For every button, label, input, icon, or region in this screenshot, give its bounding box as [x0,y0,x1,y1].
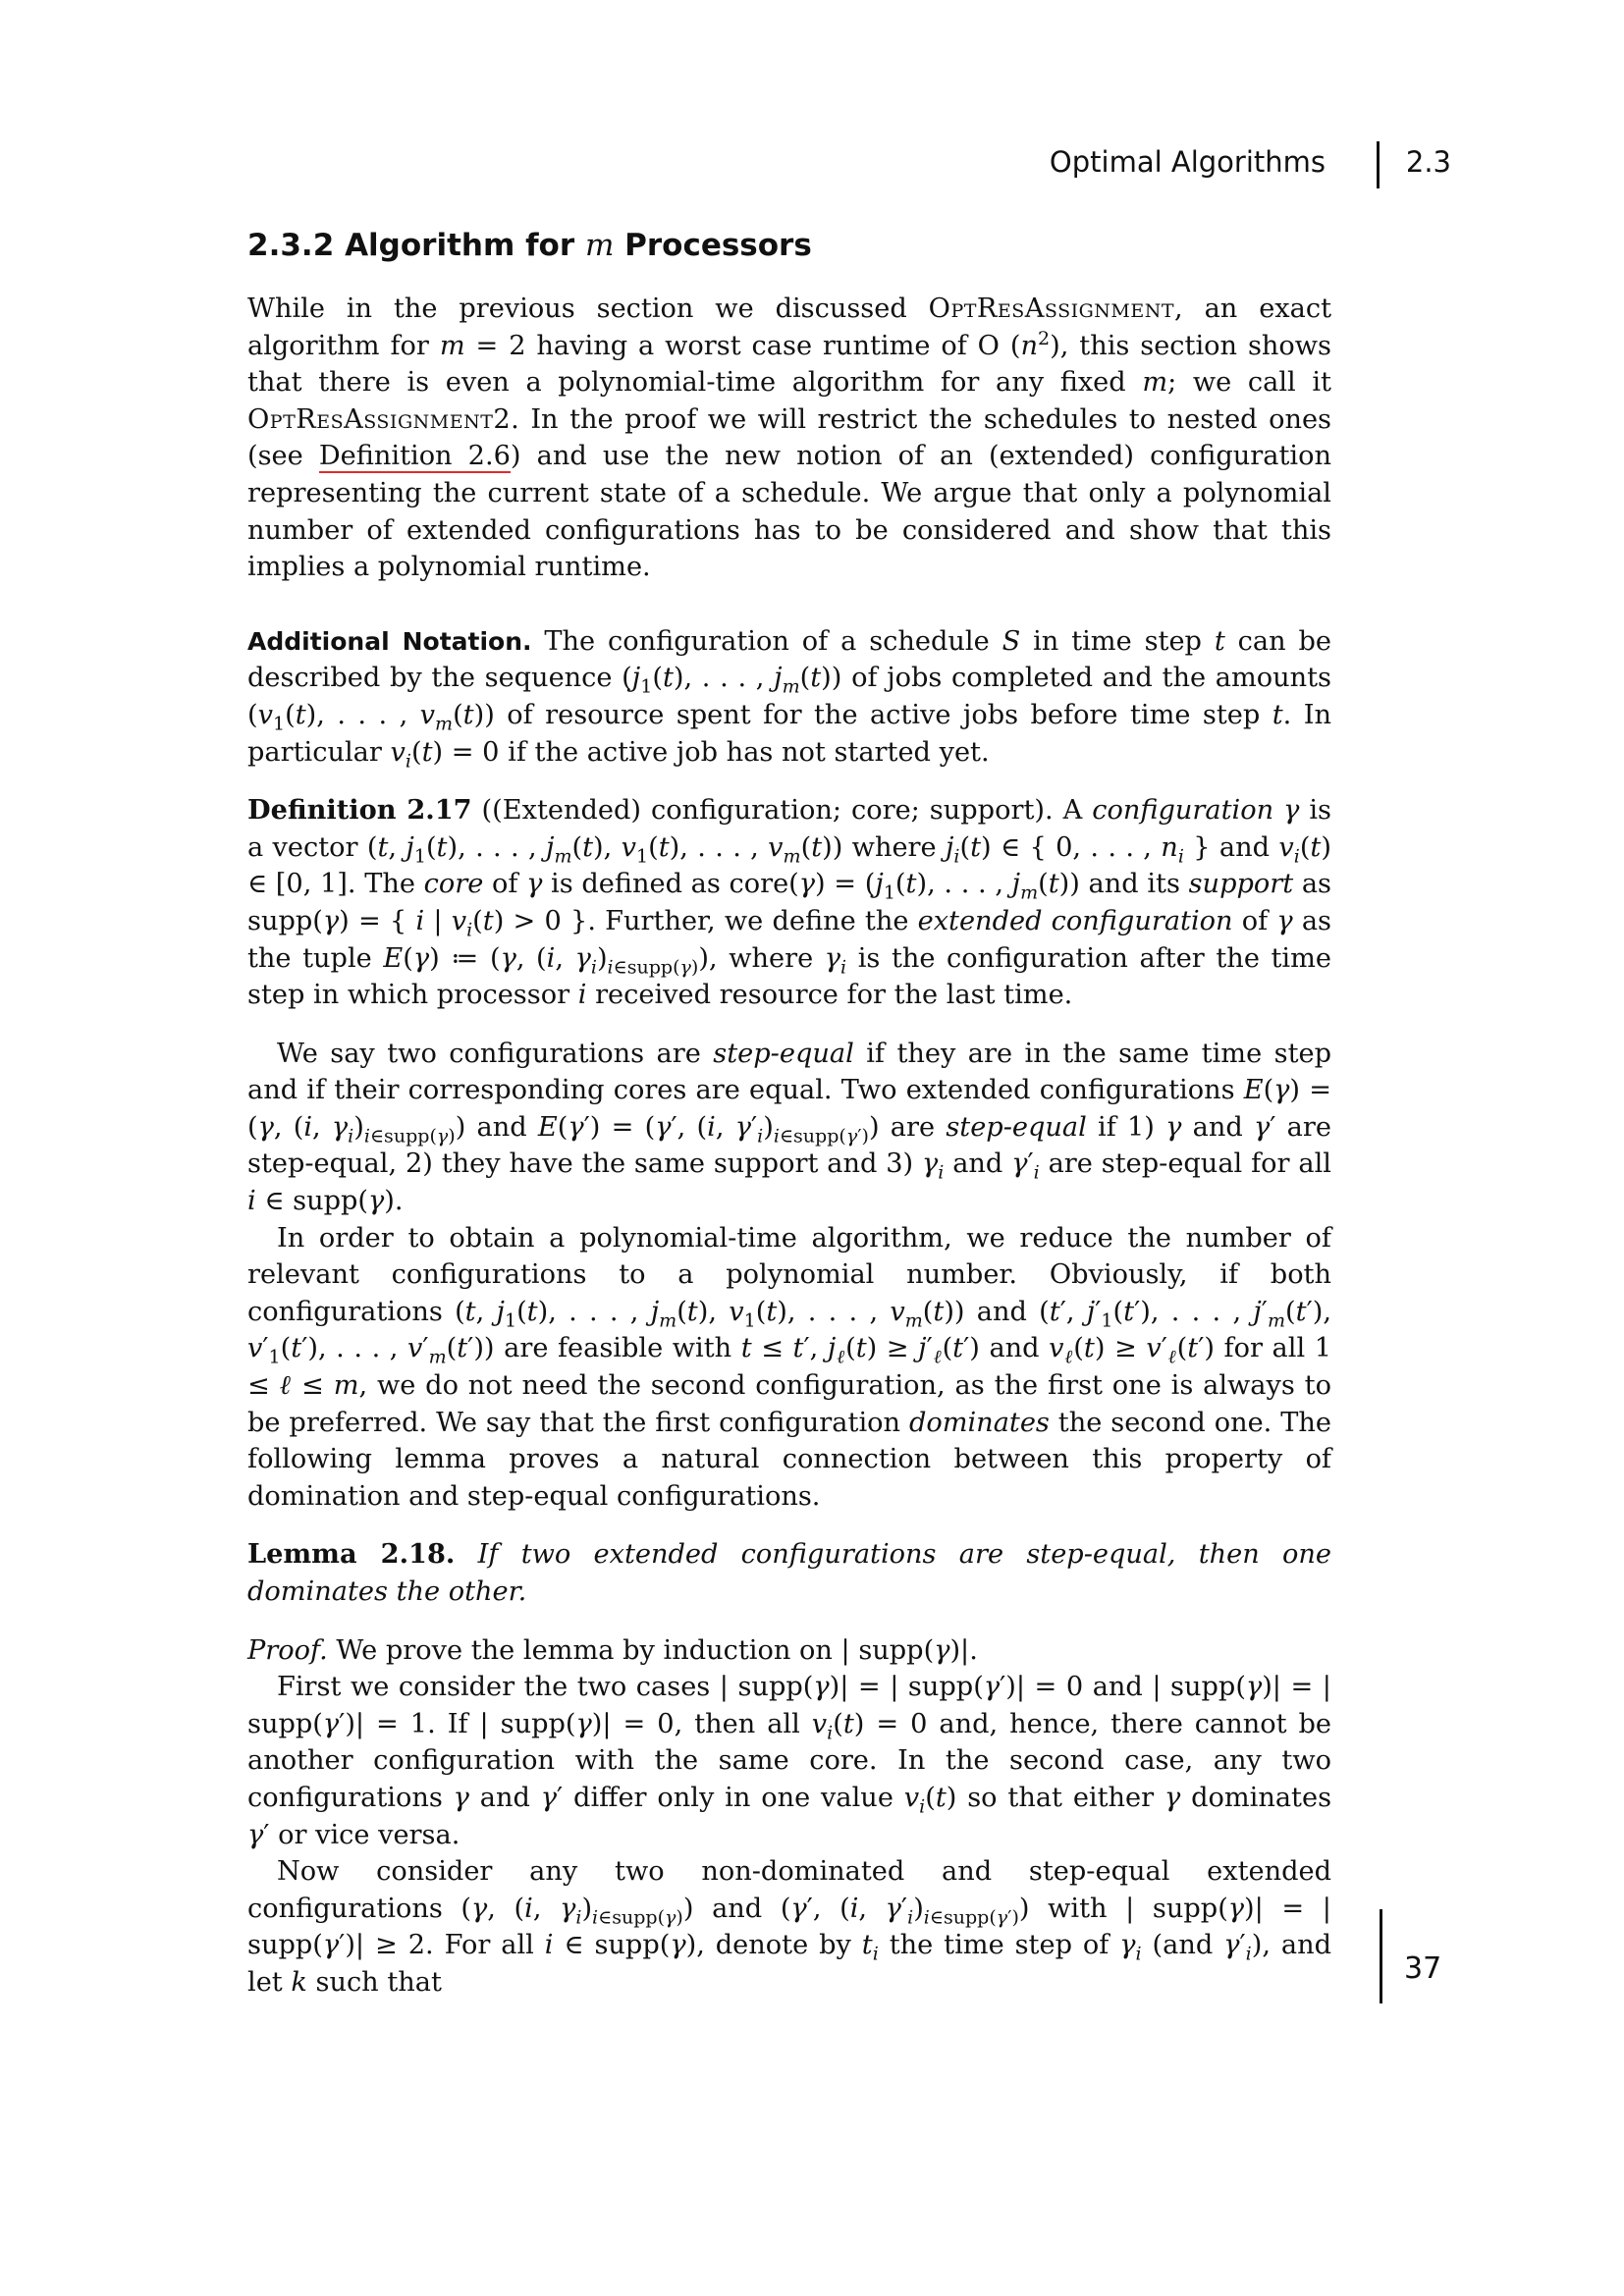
page-body [247,228,1331,2002]
header-divider [1377,141,1380,188]
definition-heading: Definition 2.17 [247,794,472,827]
proof-label: Proof. [247,1634,328,1666]
footer-divider [1380,1909,1382,2003]
proof-paragraph-1: Proof. We prove the lemma by induction on | supp(γ)|. [247,1634,978,1666]
polynomial-paragraph: In order to obtain a polynomial-time algorithm, we reduce the number of relevant configurations to a polynomial number. Obviously, if both configurations (t, $j_1(t)$, . . . , $j_m(t)$, $v_1(t)$, . . . , $v_m(t)$) and (t′, $j'_1(t')$, . . . , $j'_m(t')$, $v'_1(t')$, . . . , $v'_m(t')$) are feasible with t ≤ t′, $j_\ell(t) \ge j'_\ell(t')$ and $v_\ell(t) \ge v'_\ell(t')$ for all 1 ≤ ℓ ≤ m, we do not need the second configuration, as the first one is always to be preferred. We say that the first configuration dominates the second one. The following lemma proves a natural connection between this property of domination and step-equal configurations. [247,1222,1332,1512]
running-header-section-number: 2.3 [1405,145,1451,179]
step-equal-paragraph: We say two configurations are step-equal if they are in the same time step and if their corresponding cores are equal. Two extended configurations E(γ) = (γ, (i, $\gamma_i)_{i\in supp(\gamma)}$) and E(γ′) = (γ′, (i, $\gamma'_i)_{i\in supp(\gamma')}$) are step-equal if 1) γ and γ′ are step-equal, 2) they have the same support and 3) $\gamma_i$ and $\gamma'_i$ are step-equal for all i ∈ supp(γ). [247,1038,1331,1217]
section-heading: 2.3.2 Algorithm for m Processors [247,228,812,263]
lemma-statement: If two extended configurations are step-equal, then one dominates the other. [247,1539,1331,1607]
proof-paragraph-3: Now consider any two non-dominated and step-equal extended configurations (γ, (i, $\gamma_i)_{i\in supp(\gamma)}$) and (γ′, (i, $\gamma'_i)_{i\in supp(\gamma')}$) with | supp(γ)| = | supp(γ′)| ≥ 2. For all i ∈ supp(γ), denote by $t_i$ the time step of $\gamma_i$ (and $\gamma'_i$), and let k such that [247,1856,1332,1998]
proof-paragraph-2: First we consider the two cases | supp(γ)| = | supp(γ′)| = 0 and | supp(γ)| = | supp(γ′)| = 1. If | supp(γ)| = 0, then all $v_i(t) = 0$ and, hence, there cannot be another configuration with the same core. In the second case, any two configurations γ and γ′ differ only in one value $v_i(t)$ so that either γ dominates γ′ or vice versa. [247,1672,1332,1850]
page-number: 37 [1404,1951,1442,1986]
notation-label: Additional Notation. [247,626,532,656]
algorithm-name: OptResAssignment2 [247,403,512,435]
running-header [1021,145,1453,190]
lemma-heading: Lemma 2.18. [247,1538,456,1571]
definition-2-17: Definition 2.17 ((Extended) configuration; core; support). A configuration γ is a vector (t, $j_1(t)$, . . . , $j_m(t)$, $v_1(t)$, . . . , $v_m(t)$) where $j_i(t)$ ∈ { 0, . . . , $n_i$ } and $v_i(t)$ ∈ [0, 1]. The core of γ is defined as core(γ) = ($j_1(t)$, . . . , $j_m(t)$) and its support as supp(γ) = { i | $v_i(t) > 0$ }. Further, we define the extended configuration of γ as the tuple E(γ) ≔ (γ, (i, $\gamma_i)_{i\in supp(\gamma)}$), where $\gamma_i$ is the configuration after the time step in which processor i received resource for the last time. [247,794,1332,1011]
running-header-chapter-title: Optimal Algorithms [1049,145,1326,179]
lemma-2-18 [247,1536,1331,1610]
intro-paragraph: While in the previous section we discussed OptResAssignment, an exact algorithm for m = 2 having a worst case runtime of O $(n^2)$, this section shows that there is even a polynomial-time algorithm for any fixed m; we call it OptResAssignment2. In the proof we will restrict the schedules to nested ones (see Definition 2.6) and use the new notion of an (extended) configuration representing the current state of a schedule. We argue that only a polynomial number of extended configurations has to be considered and show that this implies a polynomial runtime. [247,294,1331,583]
section-number: 2.3.2 [247,228,335,263]
notation-paragraph: Additional Notation. The configuration of a schedule S in time step t can be described by the sequence ($j_1(t)$, . . . , $j_m(t)$) of jobs completed and the amounts ($v_1(t)$, . . . , $v_m(t)$) of resource spent for the active jobs before time step t. In particular $v_i(t) = 0$ if the active job has not started yet. [247,625,1331,772]
algorithm-name: OptResAssignment [928,294,1175,324]
definition-link[interactable]: Definition 2.6 [318,441,511,472]
